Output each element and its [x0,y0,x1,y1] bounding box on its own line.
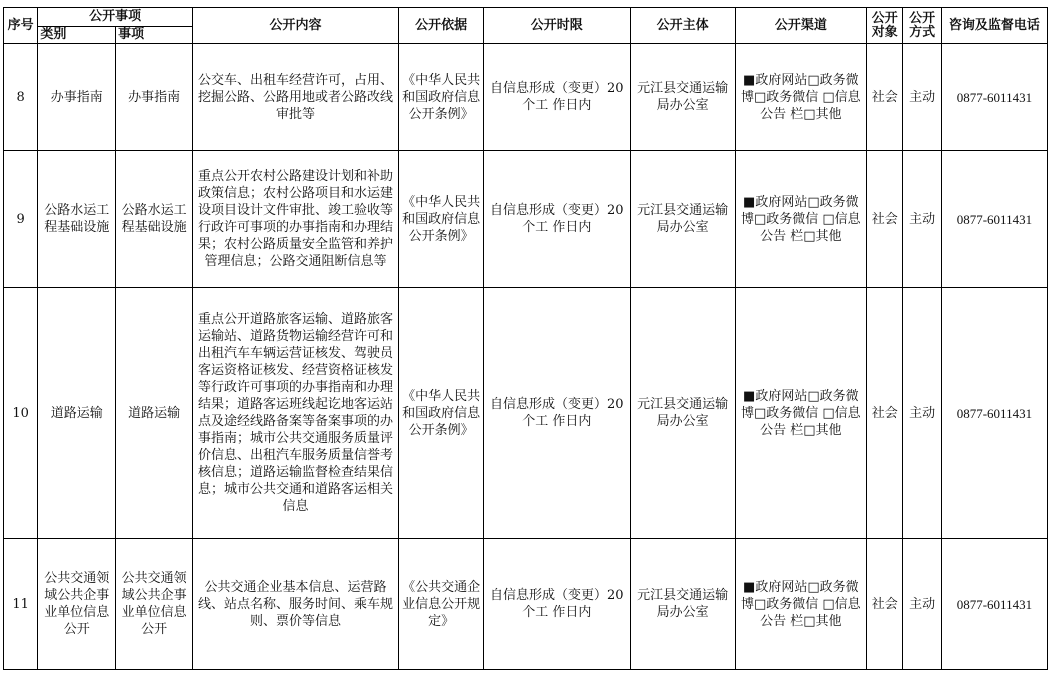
cell-time-limit: 自信息形成（变更）20 个工 作日内 [484,539,631,670]
cell-method: 主动 [903,44,941,151]
cell-content: 重点公开农村公路建设计划和补助政策信息；农村公路项目和水运建设项目设计文件审批、竣工验收等行政许可事项的办事指南和办理结果；农村公路质量安全监管和养护管理信息；公路交通阻断信息等 [192,151,398,288]
cell-channel: ■政府网站□政务微博□政务微信 □信息公告 栏□其他 [735,539,866,670]
cell-target: 社会 [867,151,903,288]
cell-time-limit: 自信息形成（变更）20 个工 作日内 [484,288,631,539]
header-item: 事项 [116,27,193,44]
header-basis: 公开依据 [399,8,484,44]
table-row [4,44,1048,151]
cell-subject: 元江县交通运输局办公室 [630,539,735,670]
cell-seq: 8 [4,44,38,151]
cell-content: 公交车、出租车经营许可，占用、挖掘公路、公路用地或者公路改线审批等 [192,44,398,151]
header-time-limit: 公开时限 [484,8,631,44]
header-seq: 序号 [4,8,38,44]
header-category: 类别 [38,27,116,44]
cell-target: 社会 [867,288,903,539]
header-group: 公开事项 [38,8,193,27]
cell-channel: ■政府网站□政务微博□政务微信 □信息公告 栏□其他 [735,151,866,288]
cell-phone: 0877-6011431 [941,539,1047,670]
cell-basis: 《公共交通企业信息公开规定》 [399,539,484,670]
cell-method: 主动 [903,151,941,288]
cell-item: 办事指南 [116,44,193,151]
header-content: 公开内容 [192,8,398,44]
cell-method: 主动 [903,288,941,539]
header-phone: 咨询及监督电话 [941,8,1047,44]
header-target: 公开对象 [867,8,903,44]
header-method: 公开方式 [903,8,941,44]
cell-basis: 《中华人民共和国政府信息公开条例》 [399,288,484,539]
cell-target: 社会 [867,539,903,670]
table-row [4,151,1048,288]
header-channel: 公开渠道 [735,8,866,44]
cell-time-limit: 自信息形成（变更）20 个工 作日内 [484,44,631,151]
table-row [4,539,1048,670]
cell-seq: 11 [4,539,38,670]
header-subject: 公开主体 [630,8,735,44]
cell-method: 主动 [903,539,941,670]
cell-content: 重点公开道路旅客运输、道路旅客运输站、道路货物运输经营许可和出租汽车车辆运营证核发、驾驶员客运资格证核发、经营资格证核发等行政许可事项的办事指南和办理结果；道路客运班线起讫地客运站点及途经线路备案等备案事项的办事指南；城市公共交通服务质量评价信息、出租汽车服务质量信誉考核信息；道路运输监督检查结果信息；城市公共交通和道路客运相关信息 [192,288,398,539]
cell-item: 公共交通领域公共企事业单位信息公开 [116,539,193,670]
cell-phone: 0877-6011431 [941,288,1047,539]
cell-subject: 元江县交通运输局办公室 [630,151,735,288]
cell-category: 道路运输 [38,288,116,539]
cell-item: 公路水运工程基础设施 [116,151,193,288]
cell-category: 办事指南 [38,44,116,151]
cell-category: 公共交通领域公共企事业单位信息公开 [38,539,116,670]
cell-basis: 《中华人民共和国政府信息公开条例》 [399,151,484,288]
cell-channel: ■政府网站□政务微博□政务微信 □信息公告 栏□其他 [735,44,866,151]
cell-subject: 元江县交通运输局办公室 [630,288,735,539]
cell-basis: 《中华人民共和国政府信息公开条例》 [399,44,484,151]
cell-target: 社会 [867,44,903,151]
cell-seq: 9 [4,151,38,288]
cell-content: 公共交通企业基本信息、运营路线、站点名称、服务时间、乘车规则、票价等信息 [192,539,398,670]
cell-subject: 元江县交通运输局办公室 [630,44,735,151]
table-row [4,288,1048,539]
cell-time-limit: 自信息形成（变更）20 个工 作日内 [484,151,631,288]
disclosure-table [3,7,1048,670]
cell-category: 公路水运工程基础设施 [38,151,116,288]
cell-seq: 10 [4,288,38,539]
cell-phone: 0877-6011431 [941,44,1047,151]
cell-channel: ■政府网站□政务微博□政务微信 □信息公告 栏□其他 [735,288,866,539]
cell-phone: 0877-6011431 [941,151,1047,288]
cell-item: 道路运输 [116,288,193,539]
